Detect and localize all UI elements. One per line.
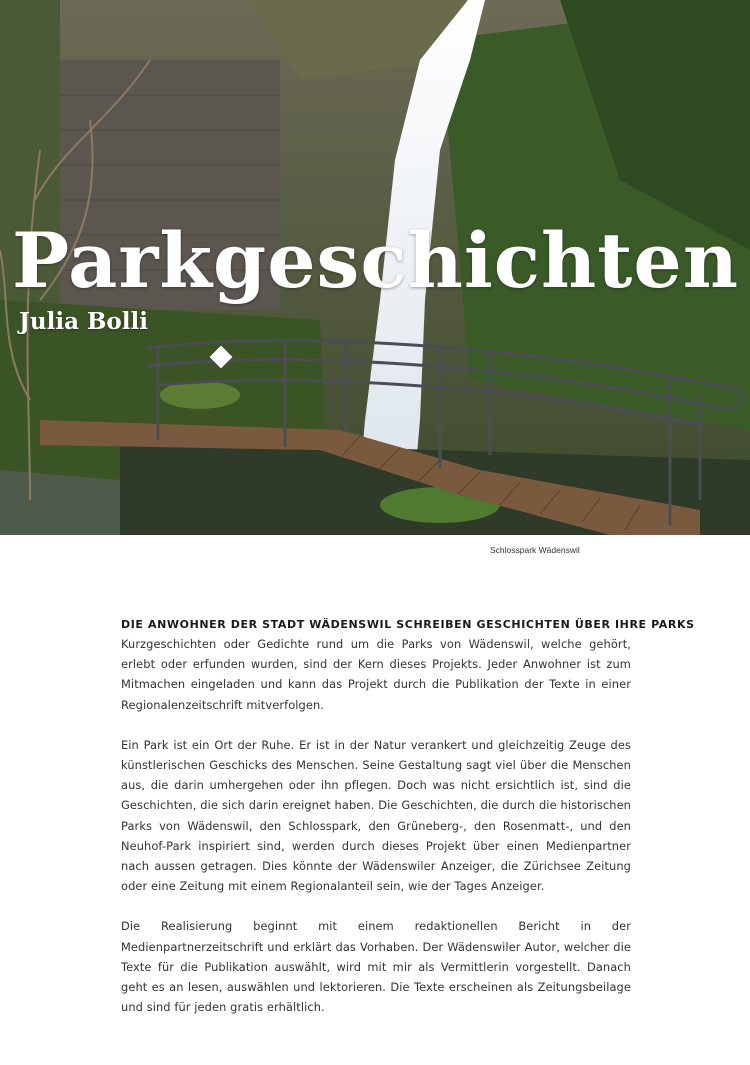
article-headline: DIE ANWOHNER DER STADT WÄDENSWIL SCHREIBEN GESCHICHTEN ÜBER IHRE PARKS [121,618,695,631]
article-body [121,616,695,1037]
article-paragraph-3: Die Realisierung beginnt mit einem redaktionellen Bericht in der Medienpartnerzeitschrift und erklärt das Vorhaben. Der Wädenswiler Autor, welcher die Texte für die Publikation auswählt, wird mit mir als Vermittlerin vorgestellt. Danach geht es an lesen, auswählen und lektorieren. Die Texte erscheinen als Zeitungsbeilage und sind für jeden gratis erhältlich. [121,919,631,1015]
article-paragraph-2: Ein Park ist ein Ort der Ruhe. Er ist in der Natur verankert und gleichzeitig Zeuge des künstlerischen Geschicks des Menschen. Seine Gestaltung sagt viel über die Menschen aus, die darin umhergehen oder ihn pflegen. Doch was nicht ersichtlich ist, sind die Geschichten, die sich darin ereignet haben. Die Geschichten, die durch die historischen Parks von Wädenswil, den Schlosspark, den Grüneberg-, den Rosenmatt-, und den Neuhof-Park inspiriert sind, werden durch dieses Projekt über einen Medienpartner nach aussen getragen. Dies könnte der Wädenswiler Anzeiger, die Zürichsee Zeitung oder eine Zeitung mit einem Regionalanteil sein, wie der Tages Anzeiger. [121,737,631,894]
page-title: Parkgeschichten [12,216,739,305]
article-paragraph-1: Kurzgeschichten oder Gedichte rund um die Parks von Wädenswil, welche gehört, erlebt oder erfunden wurden, sind der Kern dieses Projekts. Jeder Anwohner ist zum Mitmachen eingeladen und kann das Projekt durch die Publikation der Texte in einer Regionalenzeitschrift mitverfolgen. [121,637,631,712]
photo-caption: Schlosspark Wädenswil [490,545,580,555]
white-diamond-icon [208,344,234,370]
author-name: Julia Bolli [19,308,148,335]
